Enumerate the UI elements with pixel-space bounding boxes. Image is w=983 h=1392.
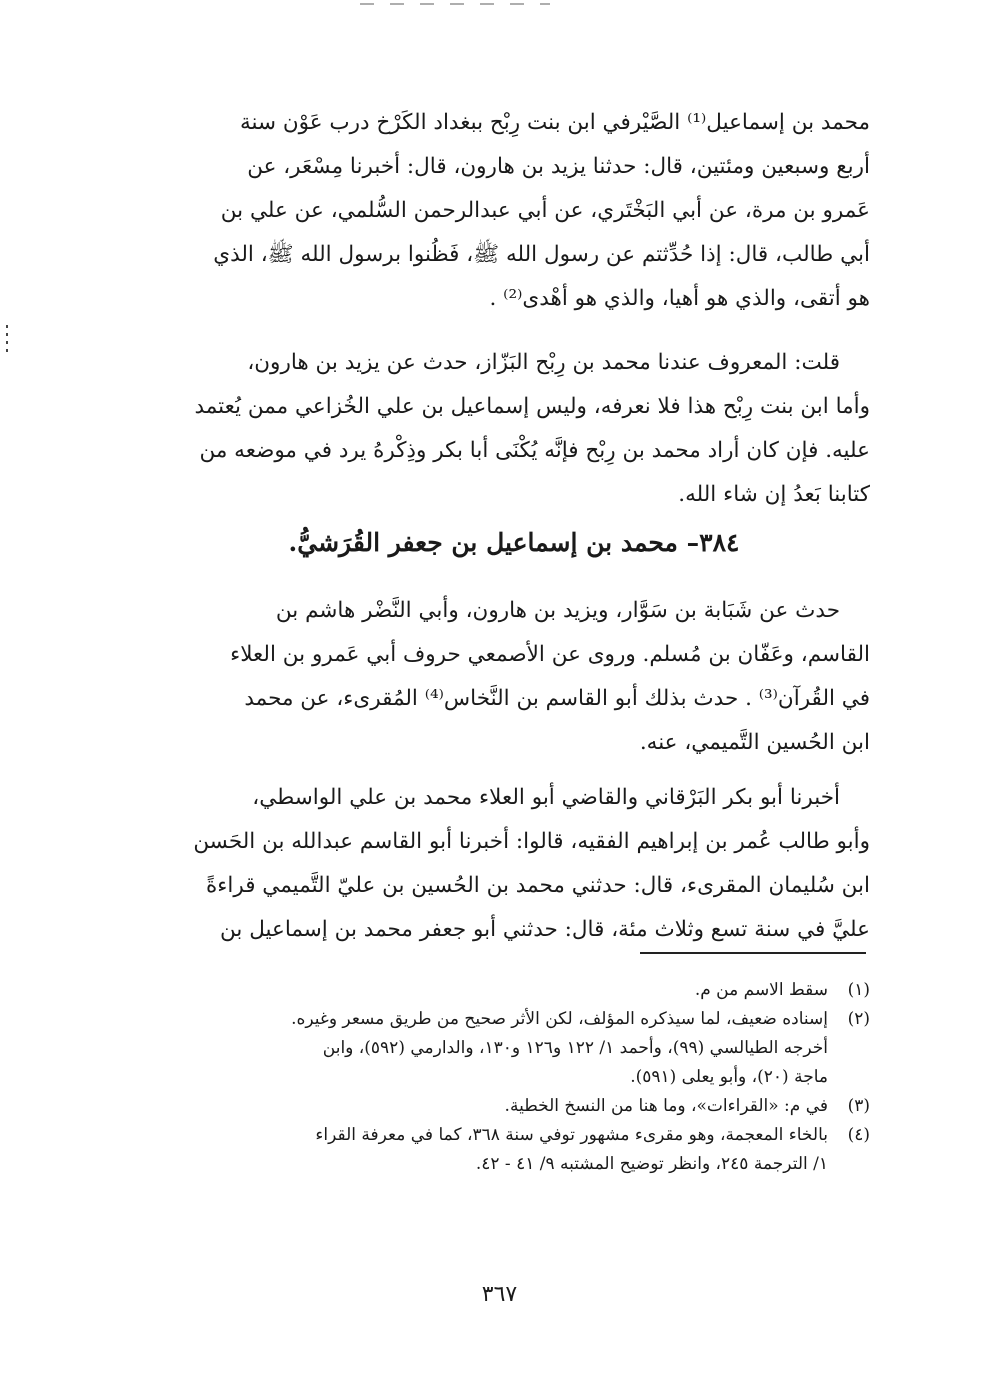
paragraph-2-line-3: عليه. فإن كان أراد محمد بن رِبْح فإنَّه يُكْنَى أبا بكر وذِكْرهُ يرد في موضعه من	[199, 438, 870, 463]
paragraph-3-line-4: ابن الحُسين التَّميمي، عنه.	[639, 730, 870, 755]
footnote-text: في م: «القراءات»، وما هنا من النسخ الخطية.	[504, 1096, 828, 1116]
footnote-1	[140, 976, 870, 1005]
page-number: ٣٦٧	[481, 1282, 518, 1307]
footnote-number: (٤)	[847, 1125, 870, 1145]
paragraph-1-line-5: هو أتقى، والذي هو أهيا، والذي هو أهْدى⁽²⁾ .	[489, 286, 870, 311]
footnote-3	[140, 1092, 870, 1121]
footnote-text: بالخاء المعجمة، وهو مقرىء مشهور توفي سنة ٣٦٨، كما في معرفة القراء	[315, 1125, 828, 1145]
footnote-number: (٣)	[847, 1096, 870, 1116]
paragraph-4	[118, 776, 870, 952]
footnote-separator	[640, 952, 866, 954]
footnotes	[140, 976, 870, 1179]
paragraph-4-line-2: وأبو طالب عُمر بن إبراهيم الفقيه، قالوا: أخبرنا أبو القاسم عبدالله بن الحَسن	[193, 829, 870, 854]
footnote-2-continuation: ماجة (٢٠)، وأبو يعلى (٥٩١).	[630, 1067, 828, 1087]
paragraph-2-line-2: وأما ابن بنت رِبْح هذا فلا نعرفه، وليس إسماعيل بن علي الخُزاعي ممن يُعتمد	[194, 394, 870, 419]
footnote-number: (١)	[847, 980, 870, 1000]
paragraph-3-line-2: القاسم، وعَفّان بن مُسلم. وروى عن الأصمعي حروف أبي عَمرو بن العلاء	[230, 642, 870, 667]
paragraph-2-line-4: كتابنا بَعدُ إن شاء الله.	[678, 482, 870, 507]
paragraph-3-line-3: في القُرآن⁽³⁾ . حدث بذلك أبو القاسم بن النَّخاس⁽⁴⁾ المُقرىء، عن محمد	[244, 686, 870, 711]
footnote-text: سقط الاسم من م.	[694, 980, 828, 1000]
scan-artifact-margin	[6, 325, 8, 353]
entry-heading: ٣٨٤– محمد بن إسماعيل بن جعفر القُرَشيُّ.	[288, 528, 740, 557]
paragraph-1	[118, 101, 870, 321]
paragraph-2-line-1: قلت: المعروف عندنا محمد بن رِبْح البَزّاز، حدث عن يزيد بن هارون،	[247, 350, 840, 375]
footnote-4	[140, 1121, 870, 1150]
paragraph-4-line-4: عليَّ في سنة تسع وثلاث مئة، قال: حدثني أبو جعفر محمد بن إسماعيل بن	[220, 917, 870, 942]
paragraph-3	[118, 589, 870, 765]
paragraph-2	[118, 341, 870, 517]
footnote-2-continuation: أخرجه الطيالسي (٩٩)، وأحمد ١/ ١٢٢ و١٢٦ و١٣٠، والدارمي (٥٩٢)، وابن	[322, 1038, 828, 1058]
scan-artifact-top	[360, 3, 550, 5]
paragraph-1-line-4: أبي طالب، قال: إذا حُدِّثتم عن رسول الله ﷺ، فَظُنوا برسول الله ﷺ، الذي	[213, 242, 870, 267]
footnote-2	[140, 1005, 870, 1034]
paragraph-4-line-3: ابن سُليمان المقرىء، قال: حدثني محمد بن الحُسين بن عليّ التَّميمي قراءةً	[205, 873, 870, 898]
paragraph-3-line-1: حدث عن شَبَابة بن سَوَّار، ويزيد بن هارون، وأبي النَّضْر هاشم بن	[275, 598, 840, 623]
paragraph-1-line-1: محمد بن إسماعيل⁽¹⁾ الصَّيْرفي ابن بنت رِبْح ببغداد الكَرْخ درب عَوْن سنة	[239, 110, 870, 135]
paragraph-4-line-1: أخبرنا أبو بكر البَرْقاني والقاضي أبو العلاء محمد بن علي الواسطي،	[252, 785, 840, 810]
paragraph-1-line-2: أربع وسبعين ومئتين، قال: حدثنا يزيد بن هارون، قال: أخبرنا مِسْعَر، عن	[247, 154, 870, 179]
paragraph-1-line-3: عَمرو بن مرة، عن أبي البَخْتَري، عن أبي عبدالرحمن السُّلمي، عن علي بن	[220, 198, 870, 223]
footnote-number: (٢)	[847, 1009, 870, 1029]
footnote-4-continuation: ١/ الترجمة ٢٤٥، وانظر توضيح المشتبه ٩/ ٤١ - ٤٢.	[475, 1154, 828, 1174]
footnote-text: إسناده ضعيف، لما سيذكره المؤلف، لكن الأثر صحيح من طريق مسعر وغيره.	[291, 1009, 828, 1029]
